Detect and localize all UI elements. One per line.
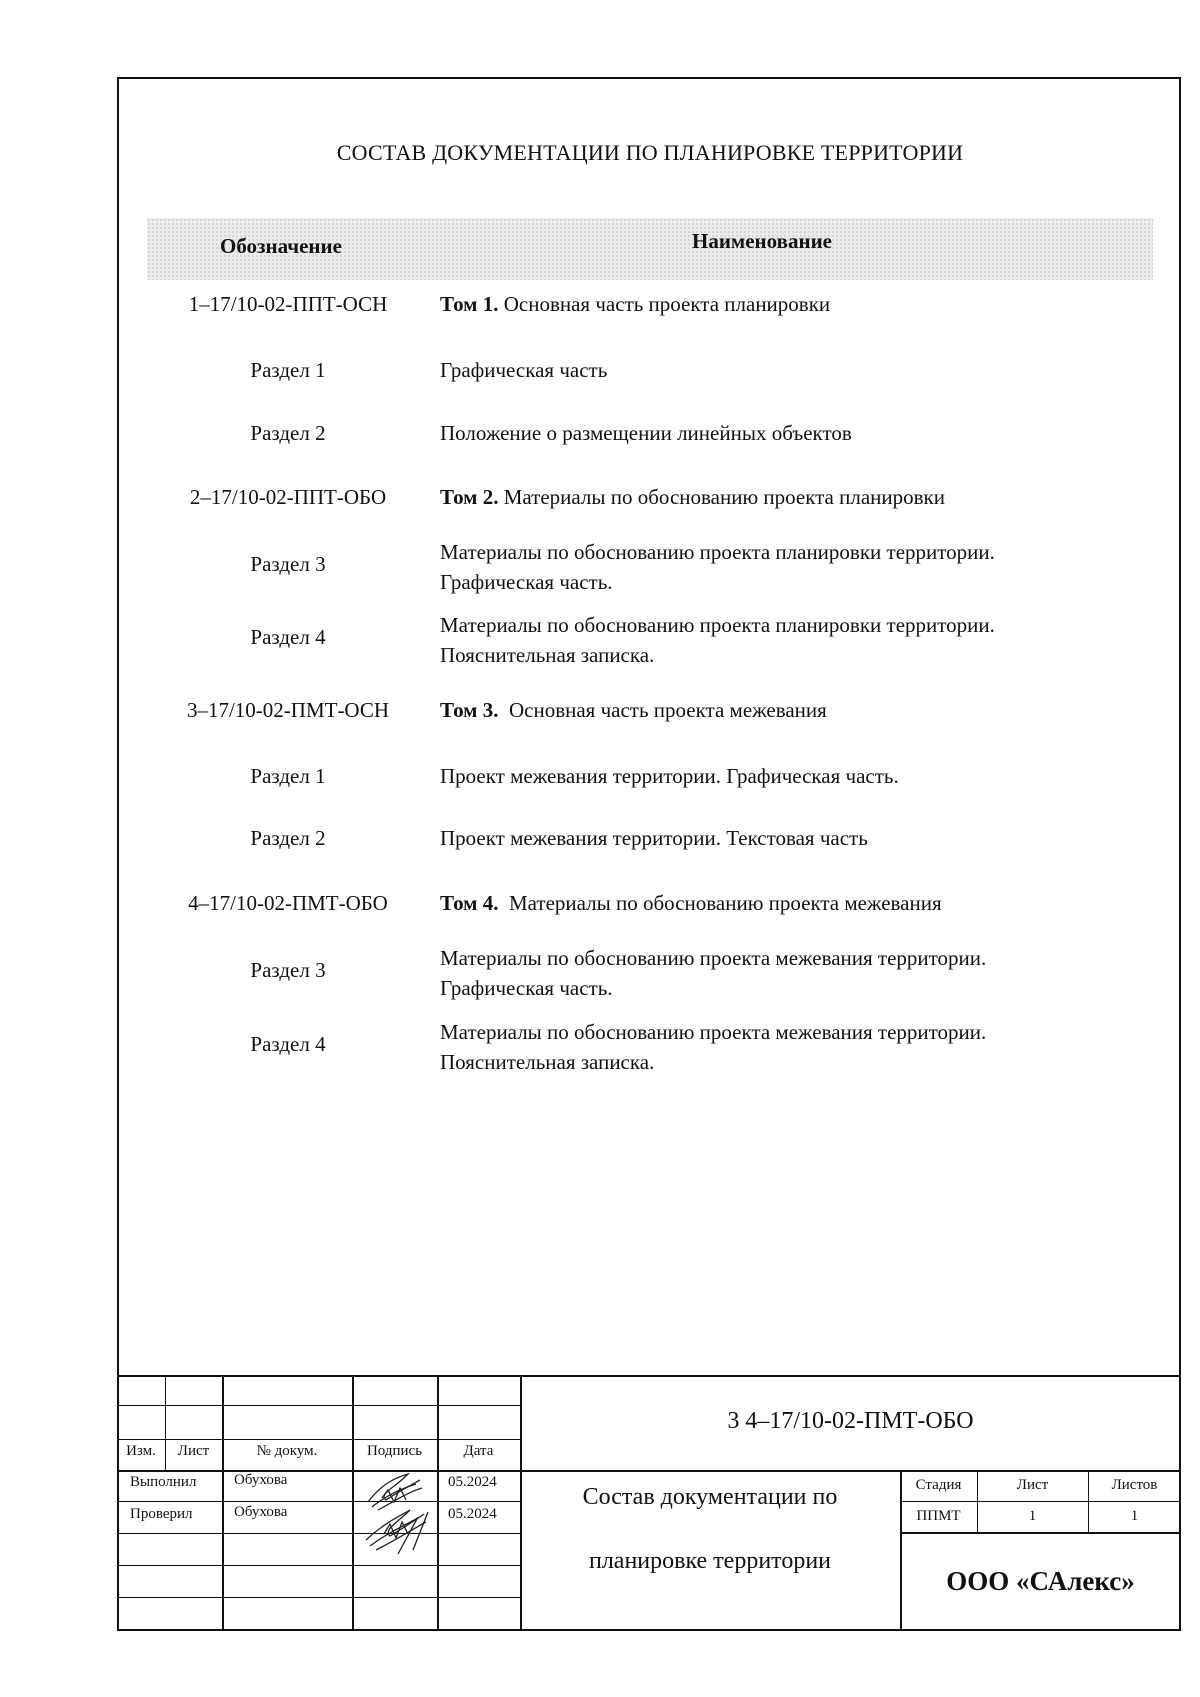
volume-label: Том 1. xyxy=(440,292,499,316)
row-name-line xyxy=(440,943,986,973)
row-code: Раздел 4 xyxy=(250,1032,326,1056)
row-name xyxy=(440,418,852,448)
row-name xyxy=(440,695,827,725)
row-code: 2–17/10-02-ППТ-ОБО xyxy=(189,485,387,509)
sheet-label: Лист xyxy=(1016,1477,1049,1493)
signature-image xyxy=(358,1462,448,1557)
row-name-text: Материалы по обоснованию проекта планировки xyxy=(498,485,945,509)
row-name-line xyxy=(440,888,942,918)
row-code: Раздел 1 xyxy=(250,358,326,382)
row-name-text: Материалы по обоснованию проекта планировки территории. xyxy=(440,540,995,564)
document-title: СОСТАВ ДОКУМЕНТАЦИИ ПО ПЛАНИРОВКЕ ТЕРРИТОРИИ xyxy=(336,140,964,165)
header-code: Обозначение xyxy=(220,234,342,258)
row-name-text: Пояснительная записка. xyxy=(440,1050,655,1074)
sheets-label: Листов xyxy=(1111,1477,1158,1493)
col-izm: Изм. xyxy=(126,1443,156,1459)
row-code: 1–17/10-02-ППТ-ОСН xyxy=(188,292,388,316)
volume-label: Том 3. xyxy=(440,698,499,722)
volume-label: Том 4. xyxy=(440,891,499,915)
row-name-text: Основная часть проекта межевания xyxy=(498,698,827,722)
checked-name: Обухова xyxy=(234,1504,288,1520)
row-name-text: Материалы по обоснованию проекта межевания территории. xyxy=(440,946,987,970)
row-code: Раздел 1 xyxy=(250,764,326,788)
performed-name: Обухова xyxy=(234,1472,288,1488)
company-name: ООО «САлекс» xyxy=(946,1566,1135,1596)
row-code: Раздел 2 xyxy=(250,826,326,850)
row-name-line xyxy=(440,289,830,319)
row-code: Раздел 3 xyxy=(250,958,326,982)
row-name-text: Материалы по обоснованию проекта межевания территории. xyxy=(440,1020,987,1044)
checked-date: 05.2024 xyxy=(448,1506,497,1522)
row-name xyxy=(440,537,995,597)
row-name-line xyxy=(440,610,995,640)
row-name-line xyxy=(440,973,986,1003)
row-code: Раздел 3 xyxy=(250,552,326,576)
row-name-text: Графическая часть. xyxy=(440,570,613,594)
col-nodoc: № докум. xyxy=(256,1443,318,1459)
performed-date: 05.2024 xyxy=(448,1474,497,1490)
checked-label: Проверил xyxy=(130,1506,193,1522)
col-podpis: Подпись xyxy=(366,1443,423,1459)
sheet-value: 1 xyxy=(1028,1508,1037,1524)
stage-value: ППМТ xyxy=(916,1508,961,1524)
sheets-value: 1 xyxy=(1130,1508,1139,1524)
row-name-text: Материалы по обоснованию проекта планировки территории. xyxy=(440,613,995,637)
row-name-text: Материалы по обоснованию проекта межевания xyxy=(498,891,942,915)
row-name xyxy=(440,482,945,512)
row-name xyxy=(440,823,868,853)
row-name-line xyxy=(440,482,945,512)
row-name-line xyxy=(440,695,827,725)
row-name-text: Основная часть проекта планировки xyxy=(498,292,831,316)
row-name-line xyxy=(440,640,995,670)
row-name xyxy=(440,355,607,385)
row-code: 3–17/10-02-ПМТ-ОСН xyxy=(186,698,390,722)
row-name xyxy=(440,610,995,670)
row-name xyxy=(440,943,986,1003)
row-name-text: Пояснительная записка. xyxy=(440,643,655,667)
row-name-text: Положение о размещении линейных объектов xyxy=(440,421,852,445)
row-name-line xyxy=(440,355,607,385)
stage-label: Стадия xyxy=(915,1477,962,1493)
volume-label: Том 2. xyxy=(440,485,499,509)
stamp-title-line2: планировке территории xyxy=(588,1548,832,1574)
row-name-line xyxy=(440,567,995,597)
stamp-doc-code: 3 4–17/10-02-ПМТ-ОБО xyxy=(727,1408,974,1434)
row-name xyxy=(440,1017,986,1077)
performed-label: Выполнил xyxy=(130,1474,197,1490)
row-code: Раздел 2 xyxy=(250,421,326,445)
row-name-text: Проект межевания территории. Графическая часть. xyxy=(440,764,899,788)
col-data: Дата xyxy=(463,1443,494,1459)
row-name-line xyxy=(440,418,852,448)
row-name xyxy=(440,761,899,791)
row-name-line xyxy=(440,761,899,791)
row-name-line xyxy=(440,1047,986,1077)
stamp-title-line1: Состав документации по xyxy=(582,1484,838,1510)
row-name-text: Графическая часть. xyxy=(440,976,613,1000)
row-code: 4–17/10-02-ПМТ-ОБО xyxy=(188,891,388,915)
row-name xyxy=(440,289,830,319)
row-name-text: Графическая часть xyxy=(440,358,608,382)
header-name: Наименование xyxy=(692,229,832,253)
row-name-line xyxy=(440,1017,986,1047)
row-code: Раздел 4 xyxy=(250,625,326,649)
col-list: Лист xyxy=(177,1443,210,1459)
row-name xyxy=(440,888,942,918)
row-name-line xyxy=(440,823,868,853)
row-name-line xyxy=(440,537,995,567)
row-name-text: Проект межевания территории. Текстовая часть xyxy=(440,826,868,850)
